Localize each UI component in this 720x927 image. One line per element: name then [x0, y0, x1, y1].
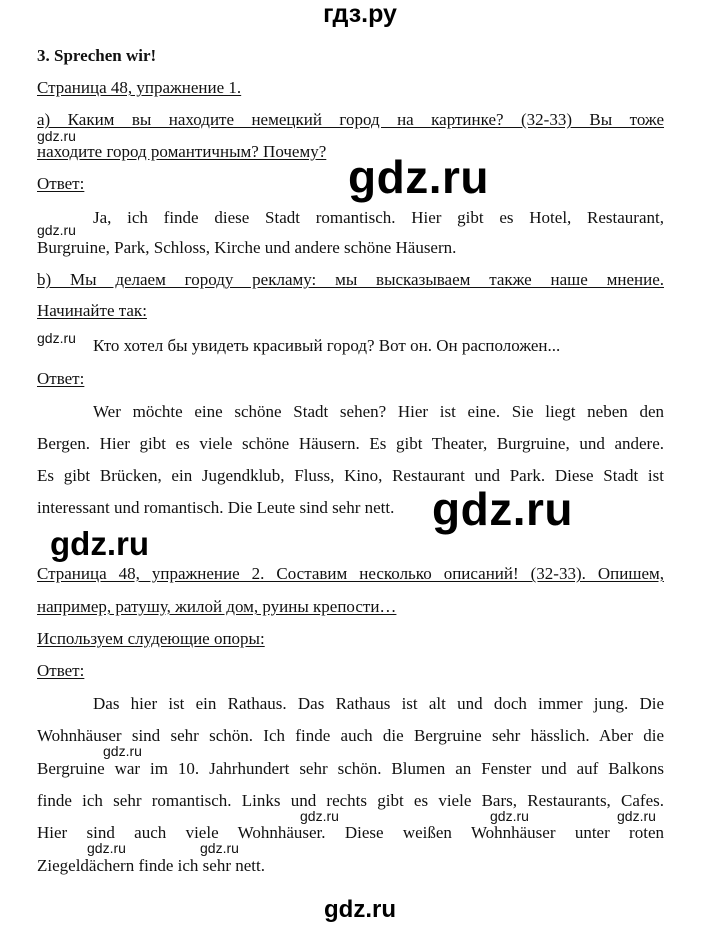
watermark: gdz.ru	[300, 808, 339, 824]
exercise-1-reference: Страница 48, упражнение 1.	[37, 78, 242, 97]
watermark: gdz.ru	[103, 743, 142, 759]
answer-b-line4: interessant und romantisch. Die Leute sind sehr nett.	[37, 498, 395, 517]
section-title: 3. Sprechen wir!	[37, 46, 157, 65]
question-a-line1: а) Каким вы находите немецкий город на картинке? (32-33) Вы тоже	[37, 110, 664, 129]
answer-label-b: Ответ:	[37, 369, 85, 388]
supports-label: Используем слудеющие опоры:	[37, 629, 265, 648]
answer-label-2: Ответ:	[37, 661, 85, 680]
watermark: gdz.ru	[432, 483, 573, 535]
answer-2-line2: Wohnhäuser sind sehr schön. Ich finde auch die Bergruine sehr hässlich. Aber die	[37, 726, 664, 745]
answer-2-line5: Hier sind auch viele Wohnhäuser. Diese weißen Wohnhäuser unter roten	[37, 823, 664, 842]
answer-b-line2: Bergen. Hier gibt es viele schöne Häusern. Es gibt Theater, Burgruine, und andere.	[37, 434, 664, 453]
answer-a-line1: Ja, ich finde diese Stadt romantisch. Hier gibt es Hotel, Restaurant,	[93, 208, 664, 227]
exercise-2-reference-line1: Страница 48, упражнение 2. Составим несколько описаний! (32-33). Опишем,	[37, 564, 664, 583]
answer-2-line1: Das hier ist ein Rathaus. Das Rathaus ist alt und doch immer jung. Die	[93, 694, 664, 713]
answer-a-line2: Burgruine, Park, Schloss, Kirche und andere schöne Häusern.	[37, 238, 457, 257]
answer-b-line3: Es gibt Brücken, ein Jugendklub, Fluss, Kino, Restaurant und Park. Diese Stadt ist	[37, 466, 664, 485]
watermark: gdz.ru	[490, 808, 529, 824]
answer-2-line3: Bergruine war im 10. Jahrhundert sehr schön. Blumen an Fenster und auf Balkons	[37, 759, 664, 778]
watermark: gdz.ru	[37, 222, 76, 238]
footer-watermark: gdz.ru	[324, 896, 396, 923]
answer-b-line1: Wer möchte eine schöne Stadt sehen? Hier ist eine. Sie liegt neben den	[93, 402, 664, 421]
watermark: gdz.ru	[617, 808, 656, 824]
site-header[interactable]: гдз.ру	[323, 0, 397, 28]
answer-2-line4: finde ich sehr romantisch. Links und rechts gibt es viele Bars, Restaurants, Cafes.	[37, 791, 664, 810]
question-b-line1: b) Мы делаем городу рекламу: мы высказываем также наше мнение.	[37, 270, 664, 289]
answer-label-a: Ответ:	[37, 174, 85, 193]
answer-2-line6: Ziegeldächern finde ich sehr nett.	[37, 856, 265, 875]
question-b-start-phrase: Кто хотел бы увидеть красивый город? Вот он. Он расположен...	[93, 336, 561, 355]
question-b-line2: Начинайте так:	[37, 301, 147, 320]
watermark: gdz.ru	[50, 525, 149, 562]
watermark: gdz.ru	[37, 128, 76, 144]
watermark: gdz.ru	[37, 330, 76, 346]
watermark: gdz.ru	[200, 840, 239, 856]
watermark: gdz.ru	[87, 840, 126, 856]
watermark: gdz.ru	[348, 151, 489, 203]
exercise-2-reference-line2: например, ратушу, жилой дом, руины крепости…	[37, 597, 397, 616]
question-a-line2: находите город романтичным? Почему?	[37, 142, 327, 161]
